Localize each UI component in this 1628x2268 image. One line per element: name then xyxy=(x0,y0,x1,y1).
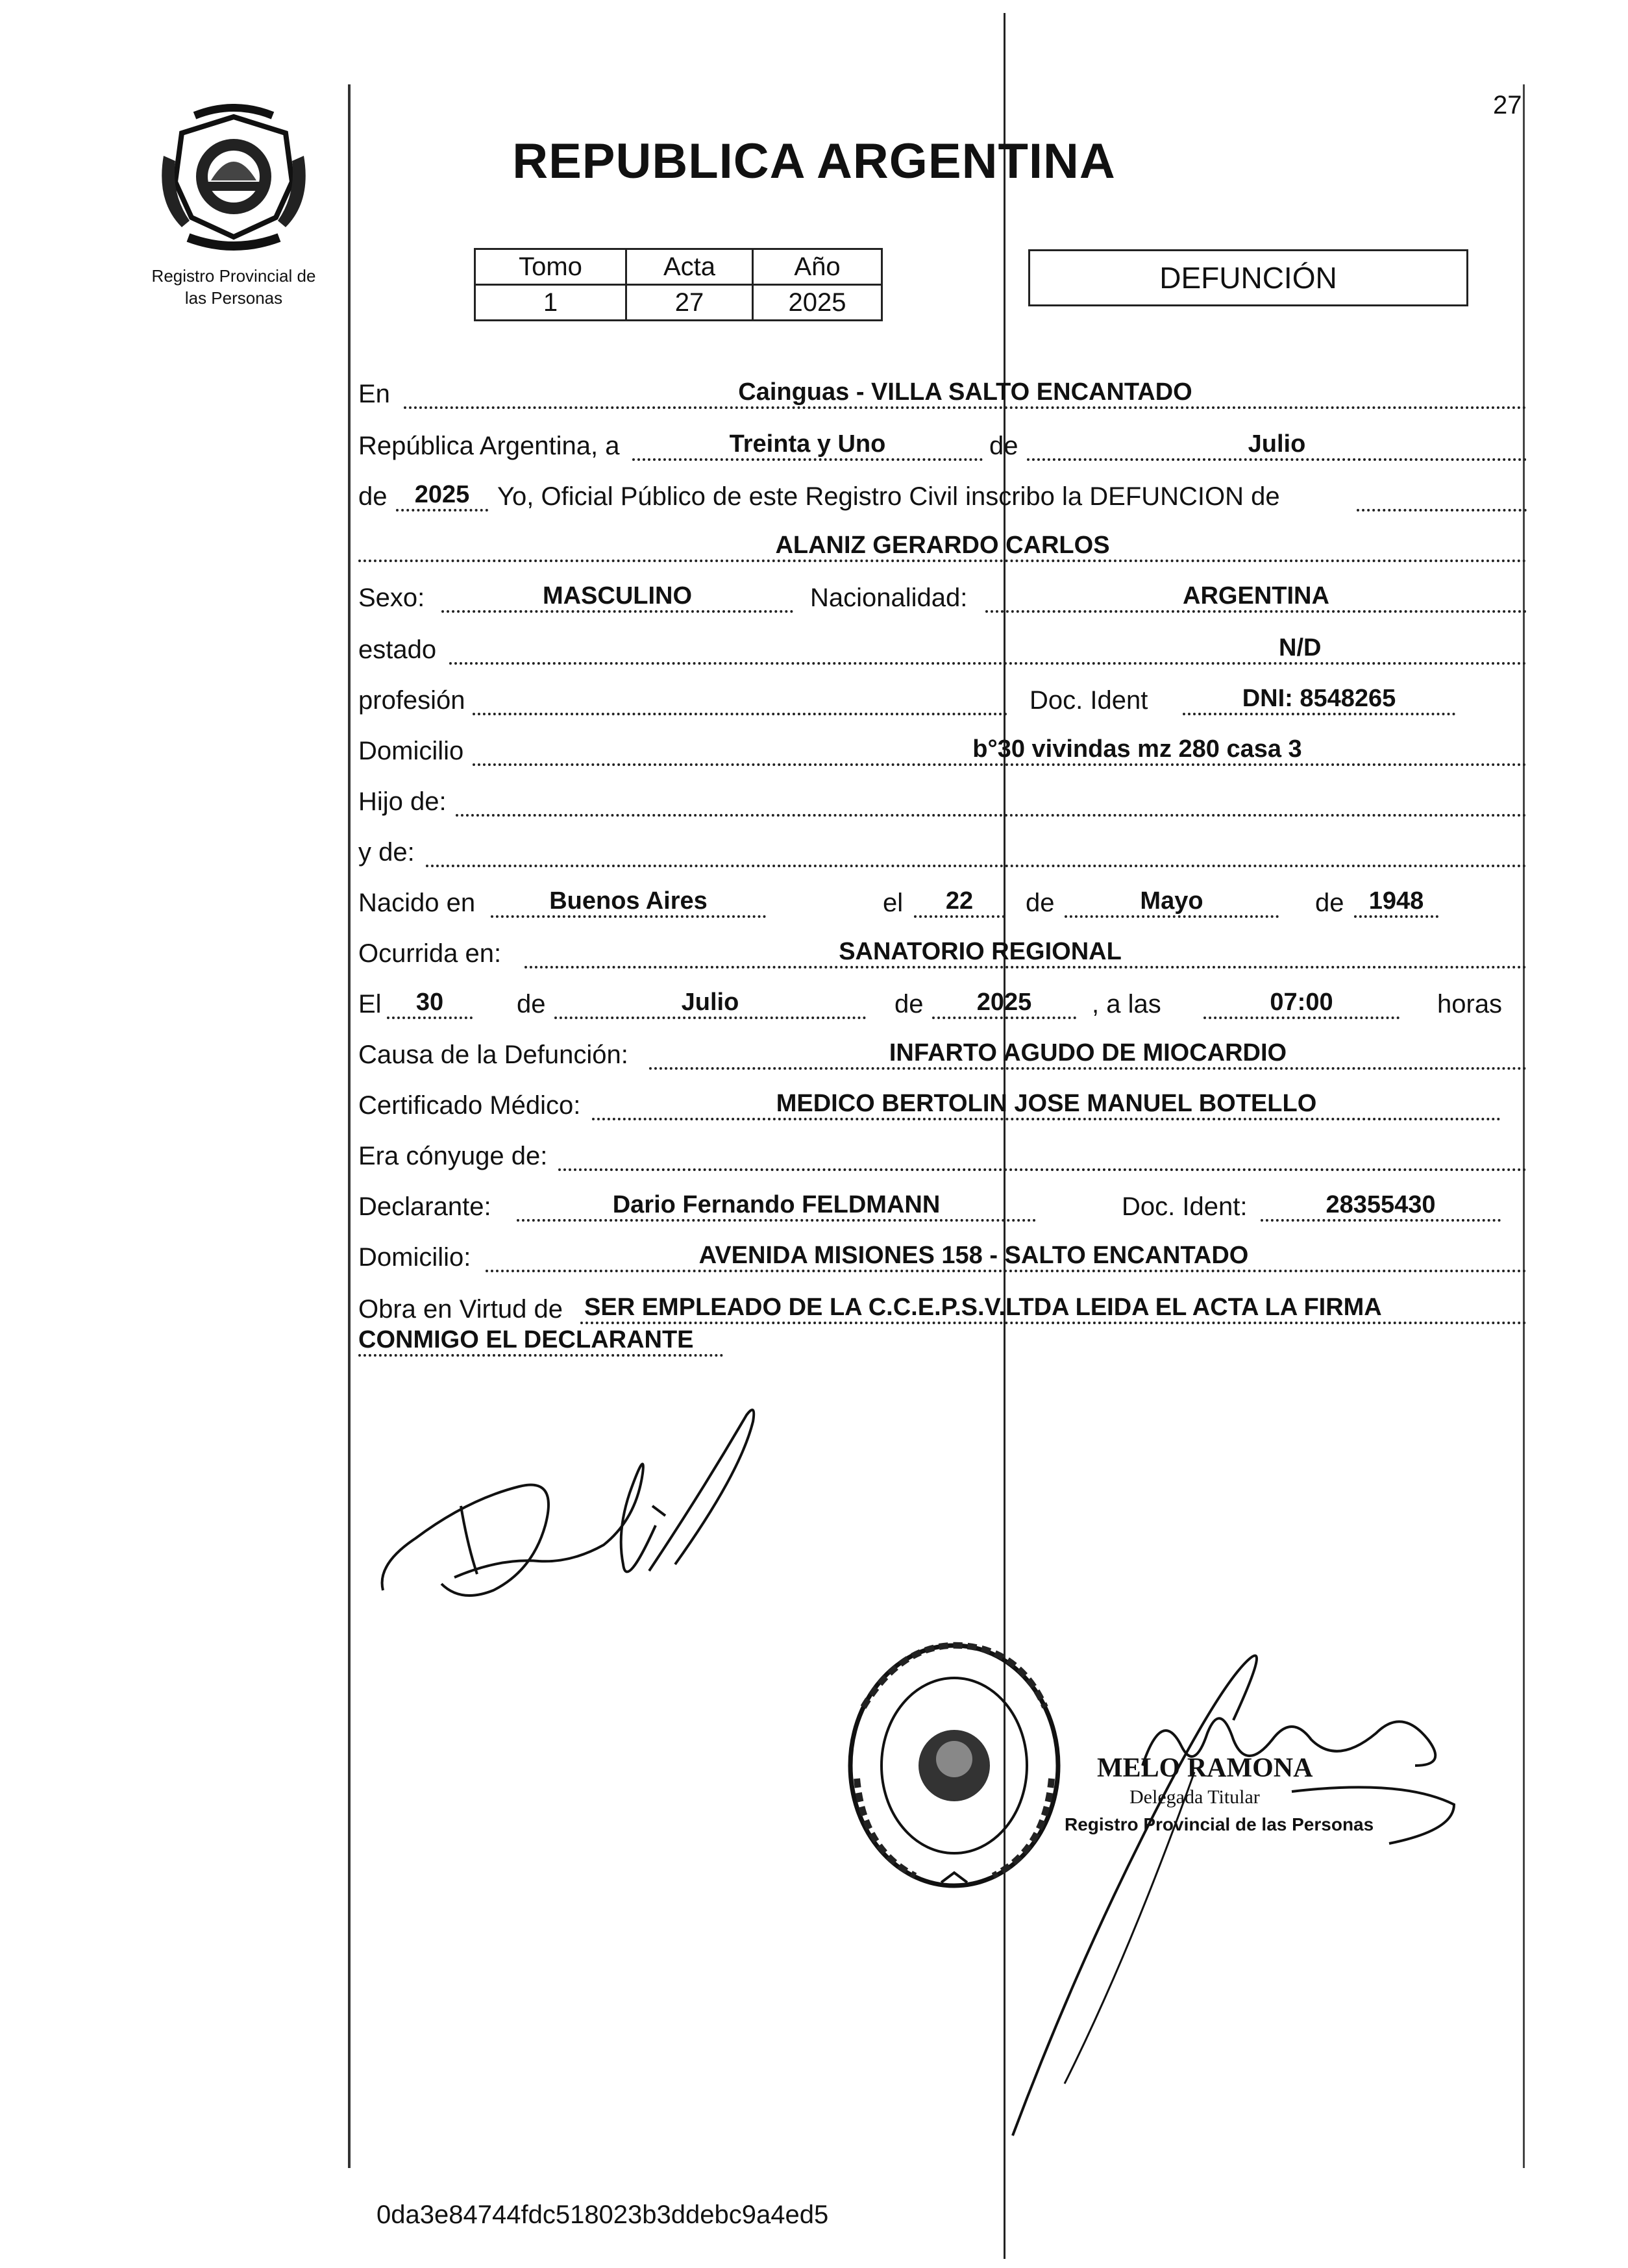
value-estado: N/D xyxy=(1279,634,1322,661)
record-type-box: DEFUNCIÓN xyxy=(1028,249,1468,306)
label-de-nac-1: de xyxy=(1026,889,1055,917)
value-def-mes: Julio xyxy=(681,989,739,1016)
label-yo-oficial: Yo, Oficial Público de este Registro Civil inscribo la DEFUNCION de xyxy=(497,482,1280,511)
value-acta: 27 xyxy=(626,285,753,321)
officer-signature-icon xyxy=(1000,1642,1480,2149)
label-doc-ident-decl: Doc. Ident: xyxy=(1122,1192,1248,1221)
label-y-de: y de: xyxy=(358,838,415,867)
value-doc: DNI: 8548265 xyxy=(1242,685,1396,712)
label-de-2: de xyxy=(358,482,388,511)
label-obra: Obra en Virtud de xyxy=(358,1295,563,1324)
officer-role: Delegada Titular xyxy=(1129,1786,1260,1808)
label-de-def-1: de xyxy=(517,990,546,1018)
row-sexo xyxy=(358,575,1527,621)
label-nacionalidad: Nacionalidad: xyxy=(810,584,968,612)
value-sexo: MASCULINO xyxy=(542,582,693,610)
value-tomo: 1 xyxy=(475,285,626,321)
row-domicilio xyxy=(358,728,1527,774)
value-certificado: MEDICO BERTOLIN JOSE MANUEL BOTELLO xyxy=(776,1090,1317,1117)
row-anio-oficial xyxy=(358,474,1527,519)
org-name-line1: Registro Provincial de xyxy=(151,266,316,286)
value-domicilio: b°30 vivindas mz 280 casa 3 xyxy=(972,735,1302,763)
value-def-dia: 30 xyxy=(415,989,444,1016)
value-dia-letras: Treinta y Uno xyxy=(729,430,886,458)
value-decl-domicilio: AVENIDA MISIONES 158 - SALTO ENCANTADO xyxy=(698,1242,1249,1269)
page-number: 27 xyxy=(1493,91,1522,119)
value-nac-anio: 1948 xyxy=(1368,887,1424,915)
label-estado: estado xyxy=(358,635,437,664)
document-title: REPUBLICA ARGENTINA xyxy=(512,134,1116,189)
header-tomo: Tomo xyxy=(475,249,626,285)
value-anio: 2025 xyxy=(753,285,882,321)
document-hash: 0da3e84744fdc518023b3ddebc9a4ed5 xyxy=(376,2200,829,2229)
label-ocurrida: Ocurrida en: xyxy=(358,939,502,968)
value-obra-line1: SER EMPLEADO DE LA C.C.E.P.S.V.LTDA LEIDA EL ACTA LA FIRMA xyxy=(584,1294,1382,1321)
value-nac-dia: 22 xyxy=(945,887,974,915)
label-de-1: de xyxy=(989,432,1018,460)
row-profesion xyxy=(358,678,1527,723)
label-conyuge: Era cónyuge de: xyxy=(358,1142,548,1170)
row-nombre xyxy=(358,524,1527,570)
row-fecha-defuncion xyxy=(358,981,1527,1027)
value-nacido-en: Buenos Aires xyxy=(549,887,708,915)
row-fecha-inscripcion xyxy=(358,423,1527,469)
row-conyuge xyxy=(358,1133,1527,1179)
label-horas: horas xyxy=(1437,990,1503,1018)
value-def-anio: 2025 xyxy=(976,989,1032,1016)
label-declarante: Declarante: xyxy=(358,1192,491,1221)
label-certificado: Certificado Médico: xyxy=(358,1091,581,1120)
label-doc-ident: Doc. Ident xyxy=(1030,686,1148,715)
label-causa: Causa de la Defunción: xyxy=(358,1041,628,1069)
register-table xyxy=(474,248,883,321)
label-de-nac-2: de xyxy=(1315,889,1344,917)
label-sexo: Sexo: xyxy=(358,584,425,612)
label-nacido-en: Nacido en xyxy=(358,889,476,917)
value-nombre: ALANIZ GERARDO CARLOS xyxy=(775,532,1110,559)
row-y-de xyxy=(358,830,1527,875)
value-obra-line2: CONMIGO EL DECLARANTE xyxy=(358,1326,694,1353)
label-domicilio: Domicilio xyxy=(358,737,464,765)
label-de-def-2: de xyxy=(894,990,924,1018)
label-domicilio-decl: Domicilio: xyxy=(358,1243,471,1272)
row-estado xyxy=(358,627,1527,672)
value-ocurrida: SANATORIO REGIONAL xyxy=(839,938,1122,965)
row-causa xyxy=(358,1032,1527,1078)
row-certificado xyxy=(358,1083,1527,1128)
row-obra-2 xyxy=(358,1319,1527,1364)
label-republica: República Argentina, a xyxy=(358,432,620,460)
org-name xyxy=(123,265,344,309)
label-el: el xyxy=(883,889,904,917)
label-en: En xyxy=(358,380,390,408)
label-el-cap: El xyxy=(358,990,382,1018)
value-lugar: Cainguas - VILLA SALTO ENCANTADO xyxy=(738,378,1192,406)
value-causa: INFARTO AGUDO DE MIOCARDIO xyxy=(889,1039,1287,1066)
label-a-las: , a las xyxy=(1092,990,1161,1018)
header-acta: Acta xyxy=(626,249,753,285)
value-decl-doc: 28355430 xyxy=(1326,1191,1436,1218)
value-nac-mes: Mayo xyxy=(1140,887,1203,915)
label-hijo-de: Hijo de: xyxy=(358,787,447,816)
left-margin-rule xyxy=(348,84,351,2168)
label-profesion: profesión xyxy=(358,686,465,715)
officer-name: MELO RAMONA xyxy=(1097,1753,1313,1783)
value-nacionalidad: ARGENTINA xyxy=(1183,582,1329,610)
row-lugar xyxy=(358,371,1527,417)
declarant-signature-icon xyxy=(364,1396,818,1616)
value-mes: Julio xyxy=(1248,430,1306,458)
row-declarante xyxy=(358,1184,1527,1229)
officer-org: Registro Provincial de las Personas xyxy=(1065,1814,1374,1834)
value-anio: 2025 xyxy=(414,481,470,508)
header-anio: Año xyxy=(753,249,882,285)
value-hora: 07:00 xyxy=(1270,989,1333,1016)
row-nacimiento xyxy=(358,880,1527,926)
row-ocurrida xyxy=(358,931,1527,976)
row-hijo-de xyxy=(358,779,1527,824)
value-declarante: Dario Fernando FELDMANN xyxy=(612,1191,941,1218)
row-decl-domicilio xyxy=(358,1235,1527,1280)
org-name-line2: las Personas xyxy=(184,288,283,308)
